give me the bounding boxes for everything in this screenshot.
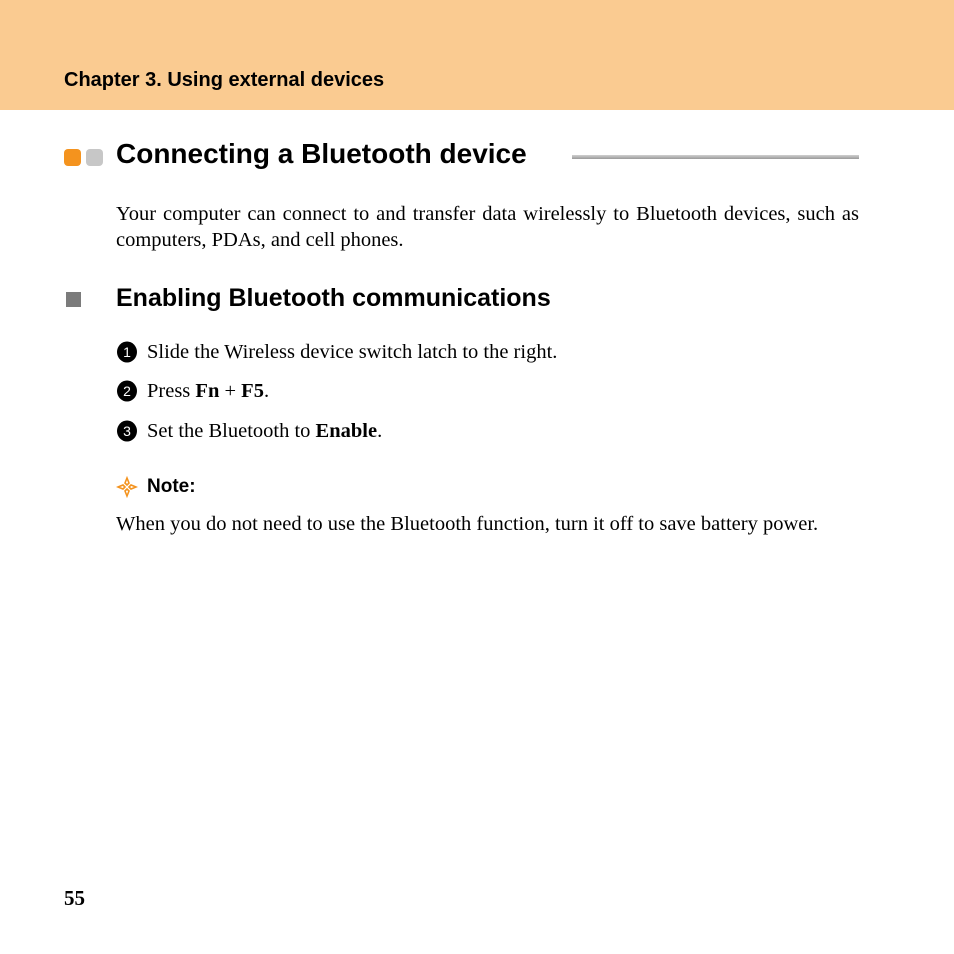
subsection-square-icon [66,292,81,307]
step-3-text: Set the Bluetooth to Enable. [147,420,383,442]
intro-paragraph: Your computer can connect to and transfer data wirelessly to Bluetooth devices, such as computers, PDAs, and cell phones. [116,203,859,251]
step-3 [116,418,382,444]
step-number-3-icon [116,420,138,442]
subsection-title: Enabling Bluetooth communications [116,284,551,312]
note-paragraph: When you do not need to use the Bluetooth function, turn it off to save battery power. [116,513,819,535]
svg-text:1: 1 [123,344,131,360]
step-number-1-icon [116,341,138,363]
step-number-2-icon [116,380,138,402]
orange-square-icon [64,149,81,166]
step-2-text: Press Fn + F5. [147,380,270,402]
section-title: Connecting a Bluetooth device [116,138,527,169]
svg-text:3: 3 [123,423,131,439]
section-bullets [64,149,104,167]
note-label: Note: [147,476,196,497]
section-title-rule [572,155,859,159]
step-1 [116,339,557,365]
step-1-text: Slide the Wireless device switch latch to the right. [147,341,558,363]
step-2 [116,378,269,404]
key-f5: F5 [241,380,264,402]
page-number: 55 [64,886,85,910]
key-fn: Fn [195,380,220,402]
gray-square-icon [86,149,103,166]
enable-option: Enable [315,420,378,442]
header-band [0,0,954,110]
chapter-title: Chapter 3. Using external devices [64,69,385,91]
svg-text:2: 2 [123,383,131,399]
diamond-sparkle-icon [116,476,138,498]
